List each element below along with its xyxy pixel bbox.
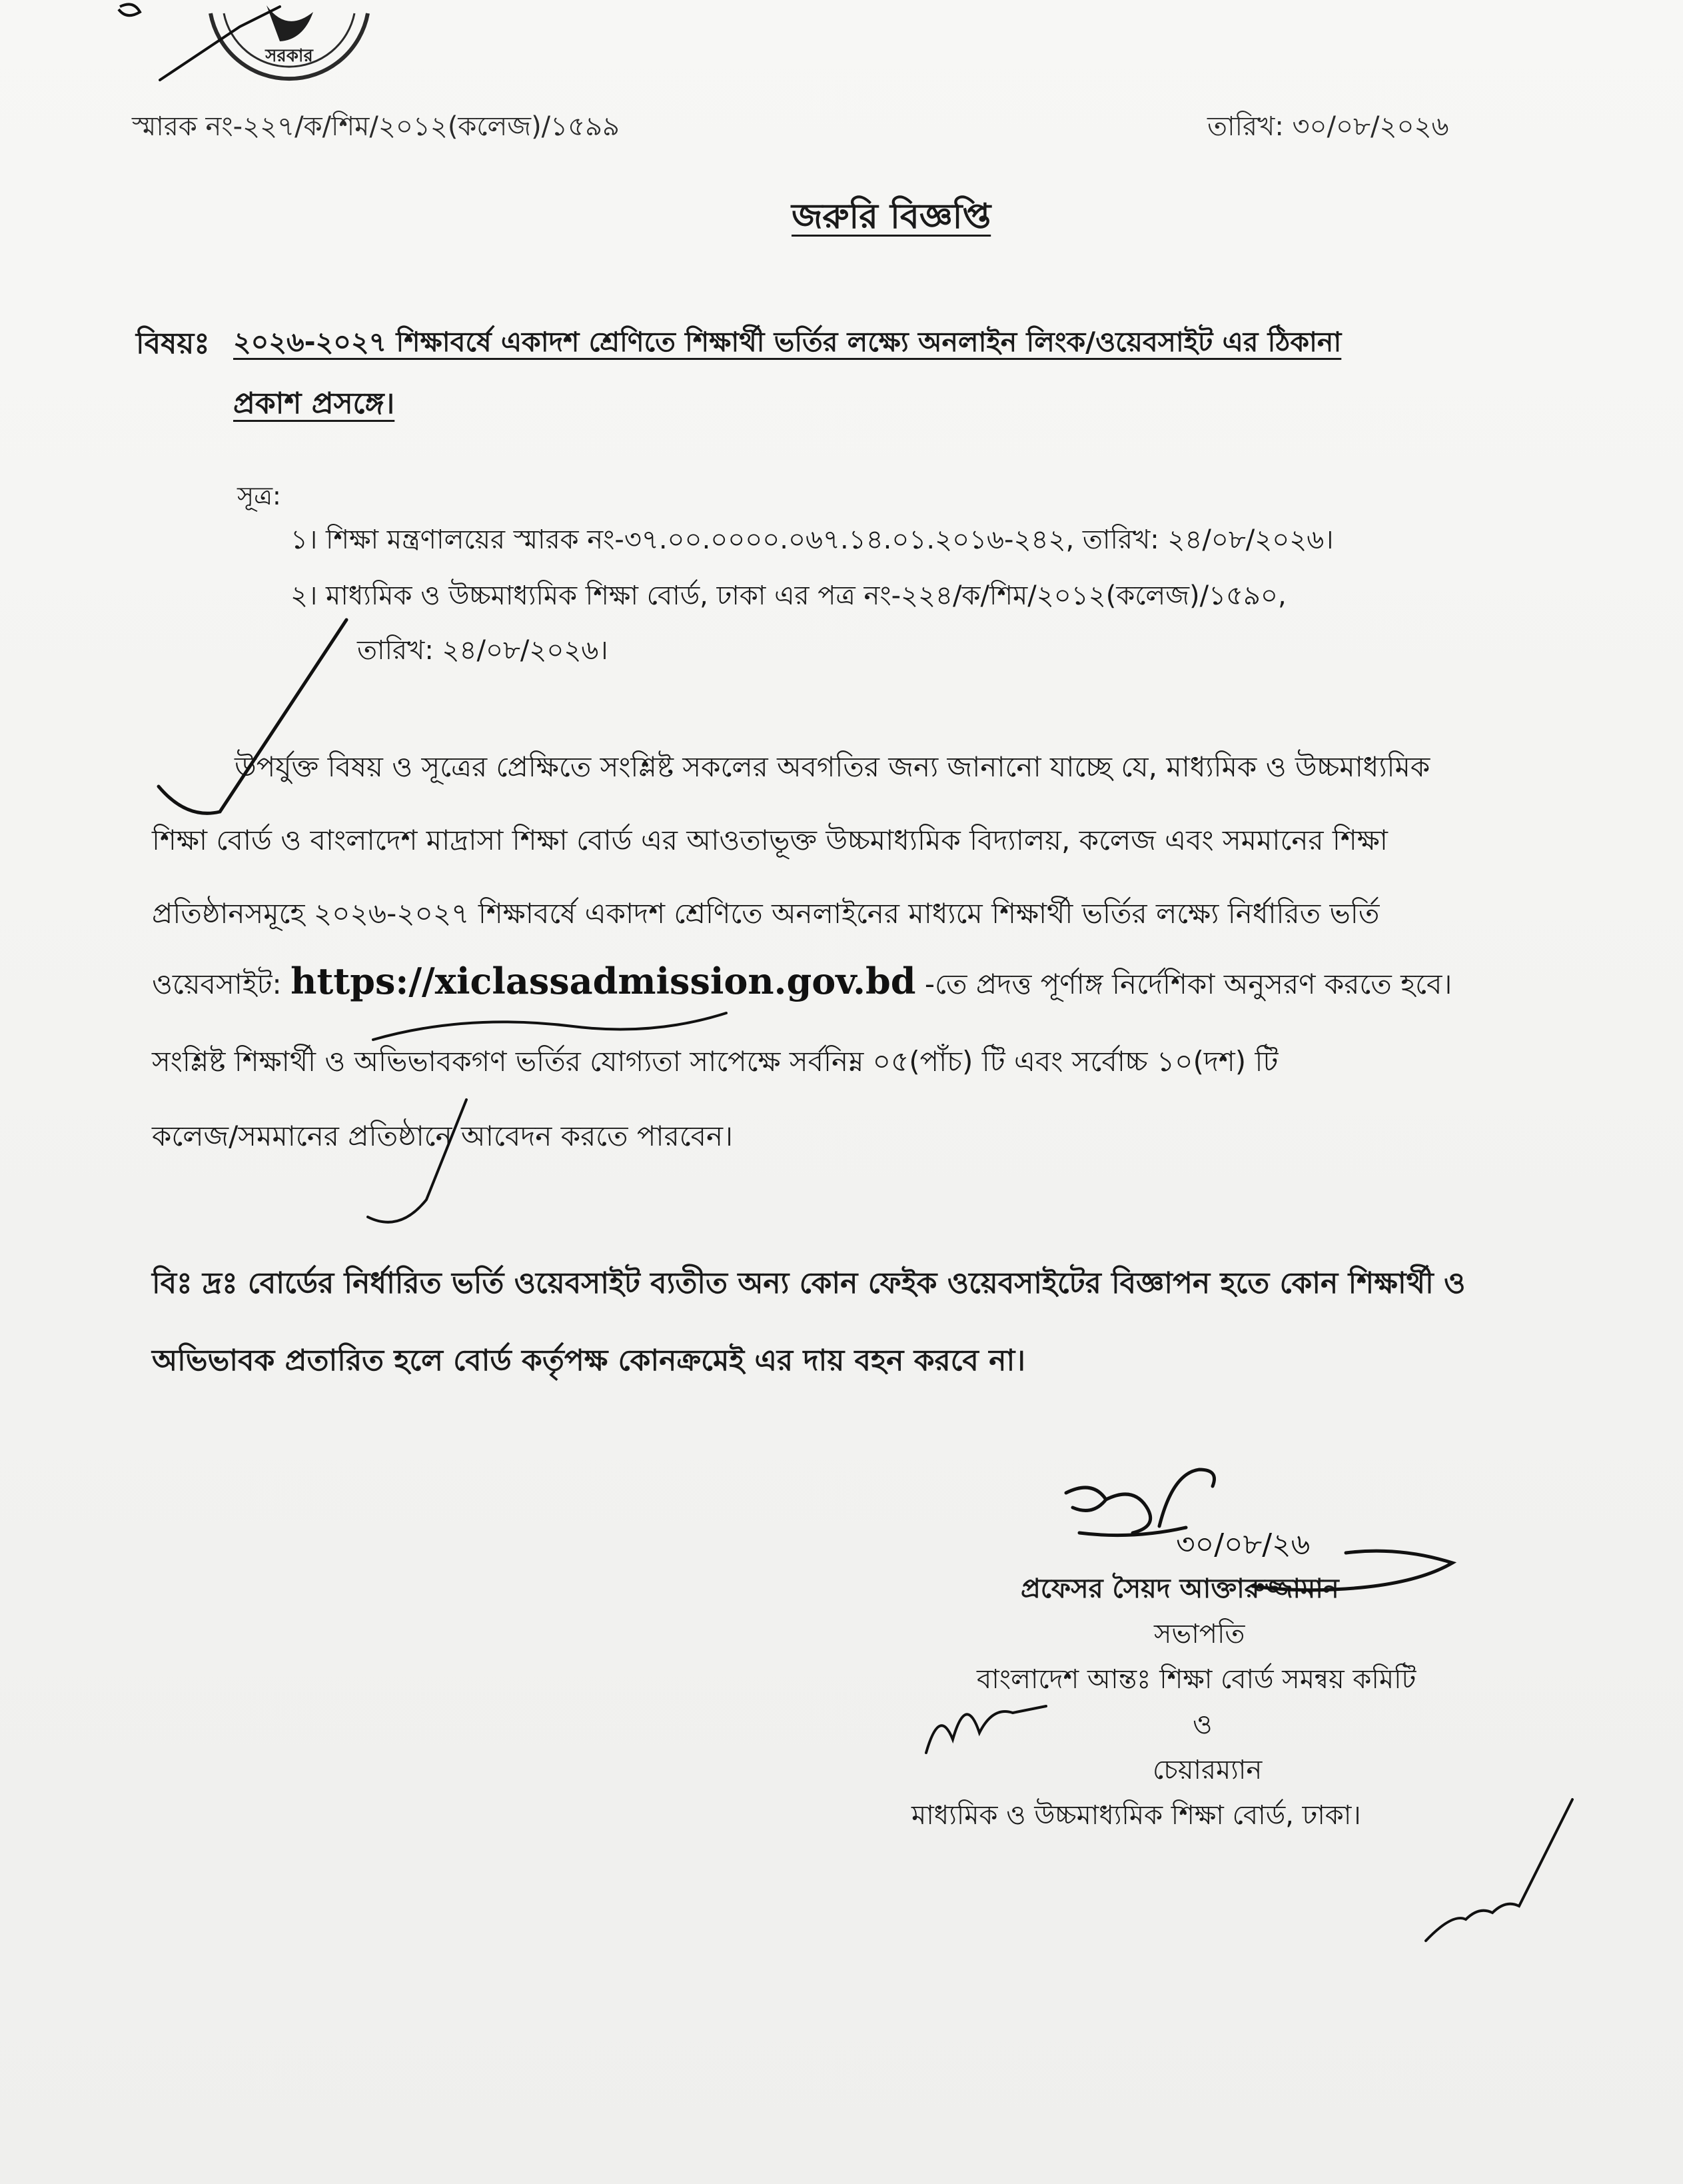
- subject-line-2: প্রকাশ প্রসঙ্গে।: [233, 387, 395, 421]
- body-line-3: প্রতিষ্ঠানসমূহে ২০২৬-২০২৭ শিক্ষাবর্ষে একাদশ শ্রেণিতে অনলাইনের মাধ্যমে শিক্ষার্থী ভর্তির লক্ষ্যে নির্ধারিত ভর্তি: [152, 897, 1380, 930]
- issue-date: তারিখ: ৩০/০৮/২০২৬: [1207, 111, 1449, 142]
- reference-2-date: তারিখ: ২৪/০৮/২০২৬।: [357, 635, 608, 666]
- signatory-org-2: মাধ্যমিক ও উচ্চমাধ্যমিক শিক্ষা বোর্ড, ঢাকা।: [911, 1800, 1361, 1831]
- subject-line-1: ২০২৬-২০২৭ শিক্ষাবর্ষে একাদশ শ্রেণিতে শিক্ষার্থী ভর্তির লক্ষ্যে অনলাইন লিংক/ওয়েবসাইট এর ঠিকানা: [233, 326, 1342, 358]
- body-line-6: কলেজ/সমমানের প্রতিষ্ঠানে আবেদন করতে পারবেন।: [152, 1120, 734, 1152]
- notice-title: জরুরি বিজ্ঞপ্তি: [792, 197, 991, 237]
- signatory-org-1: বাংলাদেশ আন্তঃ শিক্ষা বোর্ড সমন্বয় কমিটি: [977, 1664, 1416, 1695]
- signatory-conjunction: ও: [1193, 1709, 1213, 1740]
- bottom-signature: [1426, 1799, 1572, 1941]
- body-line-2: শিক্ষা বোর্ড ও বাংলাদেশ মাদ্রাসা শিক্ষা বোর্ড এর আওতাভূক্ত উচ্চমাধ্যমিক বিদ্যালয়, কলেজ এবং সমমানের শিক্ষা: [152, 824, 1388, 856]
- body-line-5: সংশ্লিষ্ট শিক্ষার্থী ও অভিভাবকগণ ভর্তির যোগ্যতা সাপেক্ষে সর্বনিম্ন ০৫(পাঁচ) টি এবং সর্বোচ্চ ১০(দশ) টি: [152, 1045, 1279, 1078]
- admission-url[interactable]: https://xiclassadmission.gov.bd: [290, 960, 916, 1002]
- initials-signature: [926, 1706, 1046, 1753]
- reference-2: ২। মাধ্যমিক ও উচ্চমাধ্যমিক শিক্ষা বোর্ড, ঢাকা এর পত্র নং-২২৪/ক/শিম/২০১২(কলেজ)/১৫৯০,: [290, 580, 1287, 611]
- reference-1: ১। শিক্ষা মন্ত্রণালয়ের স্মারক নং-৩৭.০০.০০০০.০৬৭.১৪.০১.২০১৬-২৪২, তারিখ: ২৪/০৮/২০২৬।: [290, 525, 1334, 555]
- subject-label: বিষয়ঃ: [136, 327, 210, 361]
- website-label: ওয়েবসাইট:: [152, 968, 282, 1000]
- seal-text: সরকার: [265, 46, 313, 66]
- signatory-role-1: সভাপতি: [1154, 1619, 1245, 1649]
- nb-line-2: অভিভাবক প্রতারিত হলে বোর্ড কর্তৃপক্ষ কোনক্রমেই এর দায় বহন করবে না।: [152, 1344, 1025, 1378]
- body-line-4: [152, 960, 1452, 1010]
- website-suffix: -তে প্রদত্ত পূর্ণাঙ্গ নির্দেশিকা অনুসরণ করতে হবে।: [924, 968, 1452, 1000]
- signatory-role-2: চেয়ারম্যান: [1153, 1755, 1263, 1785]
- handwritten-date: ৩০/০৮/২৬: [1176, 1528, 1311, 1562]
- reference-label: সূত্র:: [237, 481, 281, 511]
- body-line-1: উপর্যুক্ত বিষয় ও সূত্রের প্রেক্ষিতে সংশ্লিষ্ট সকলের অবগতির জন্য জানানো যাচ্ছে যে, মাধ্যমিক ও উচ্চমাধ্যমিক: [235, 750, 1430, 783]
- signatory-name: প্রফেসর সৈয়দ আক্তারুজ্জামান: [1021, 1574, 1339, 1604]
- wavy-underline-icon: [373, 1013, 726, 1040]
- nb-line-1: বিঃ দ্রঃ বোর্ডের নির্ধারিত ভর্তি ওয়েবসাইট ব্যতীত অন্য কোন ফেইক ওয়েবসাইটের বিজ্ঞাপন হতে কোন শিক্ষার্থী ও: [152, 1266, 1466, 1300]
- memo-number: স্মারক নং-২২৭/ক/শিম/২০১২(কলেজ)/১৫৯৯: [132, 111, 620, 142]
